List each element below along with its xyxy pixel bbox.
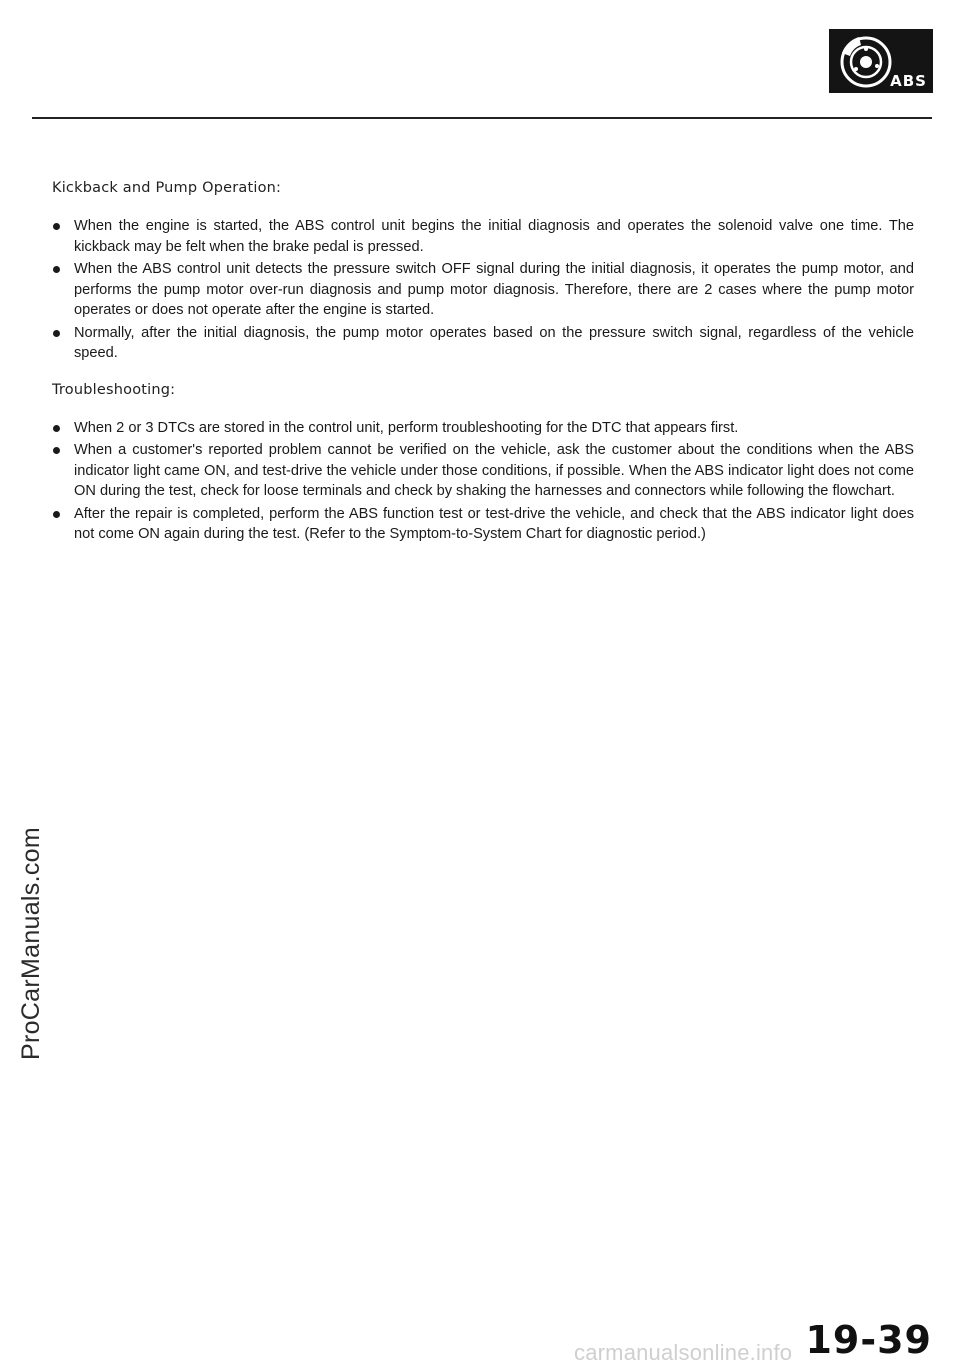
bullet-icon xyxy=(53,511,60,518)
list-item: When the engine is started, the ABS control unit begins the initial diagnosis and operates the solenoid valve one time. The kickback may be felt when the brake pedal is pressed. xyxy=(52,216,914,257)
list-item: When a customer's reported problem cannot be verified on the vehicle, ask the customer about the conditions when the ABS indicator light came ON, and test-drive the vehicle under those conditions, if possible. When the ABS indicator light does not come ON during the test, check for loose terminals and check by shaking the harnesses and connectors while following the flowchart. xyxy=(52,440,914,502)
bullet-icon xyxy=(53,223,60,230)
list-item: After the repair is completed, perform the ABS function test or test-drive the vehicle, and check that the ABS indicator light does not come ON again during the test. (Refer to the Symptom-to-System Chart for diagnostic period.) xyxy=(52,504,914,545)
brake-disc-icon xyxy=(837,33,895,91)
list-item: When the ABS control unit detects the pressure switch OFF signal during the initial diagnosis, it operates the pump motor, and performs the pump motor over-run diagnosis and pump motor diagnosis. Therefore, there are 2 cases where the pump motor operates or does not operate after the engine is started. xyxy=(52,259,914,321)
bullet-icon xyxy=(53,266,60,273)
bullet-icon xyxy=(53,330,60,337)
bullet-icon xyxy=(53,425,60,432)
list-item: When 2 or 3 DTCs are stored in the control unit, perform troubleshooting for the DTC that appears first. xyxy=(52,418,914,439)
page-number: 19-39 xyxy=(805,1318,932,1362)
bullet-icon xyxy=(53,447,60,454)
abs-label: ABS xyxy=(890,72,927,90)
section-heading-troubleshooting: Troubleshooting: xyxy=(52,381,176,398)
main-content xyxy=(52,180,914,547)
footer-watermark: carmanualsonline.info xyxy=(574,1340,793,1365)
abs-section-badge xyxy=(829,29,933,93)
section-heading-kickback: Kickback and Pump Operation: xyxy=(52,180,282,196)
troubleshooting-list xyxy=(52,418,914,545)
kickback-list xyxy=(52,216,914,364)
header-divider xyxy=(32,117,932,119)
list-item: Normally, after the initial diagnosis, the pump motor operates based on the pressure switch signal, regardless of the vehicle speed. xyxy=(52,323,914,364)
side-watermark: ProCarManuals.com xyxy=(17,827,45,1060)
